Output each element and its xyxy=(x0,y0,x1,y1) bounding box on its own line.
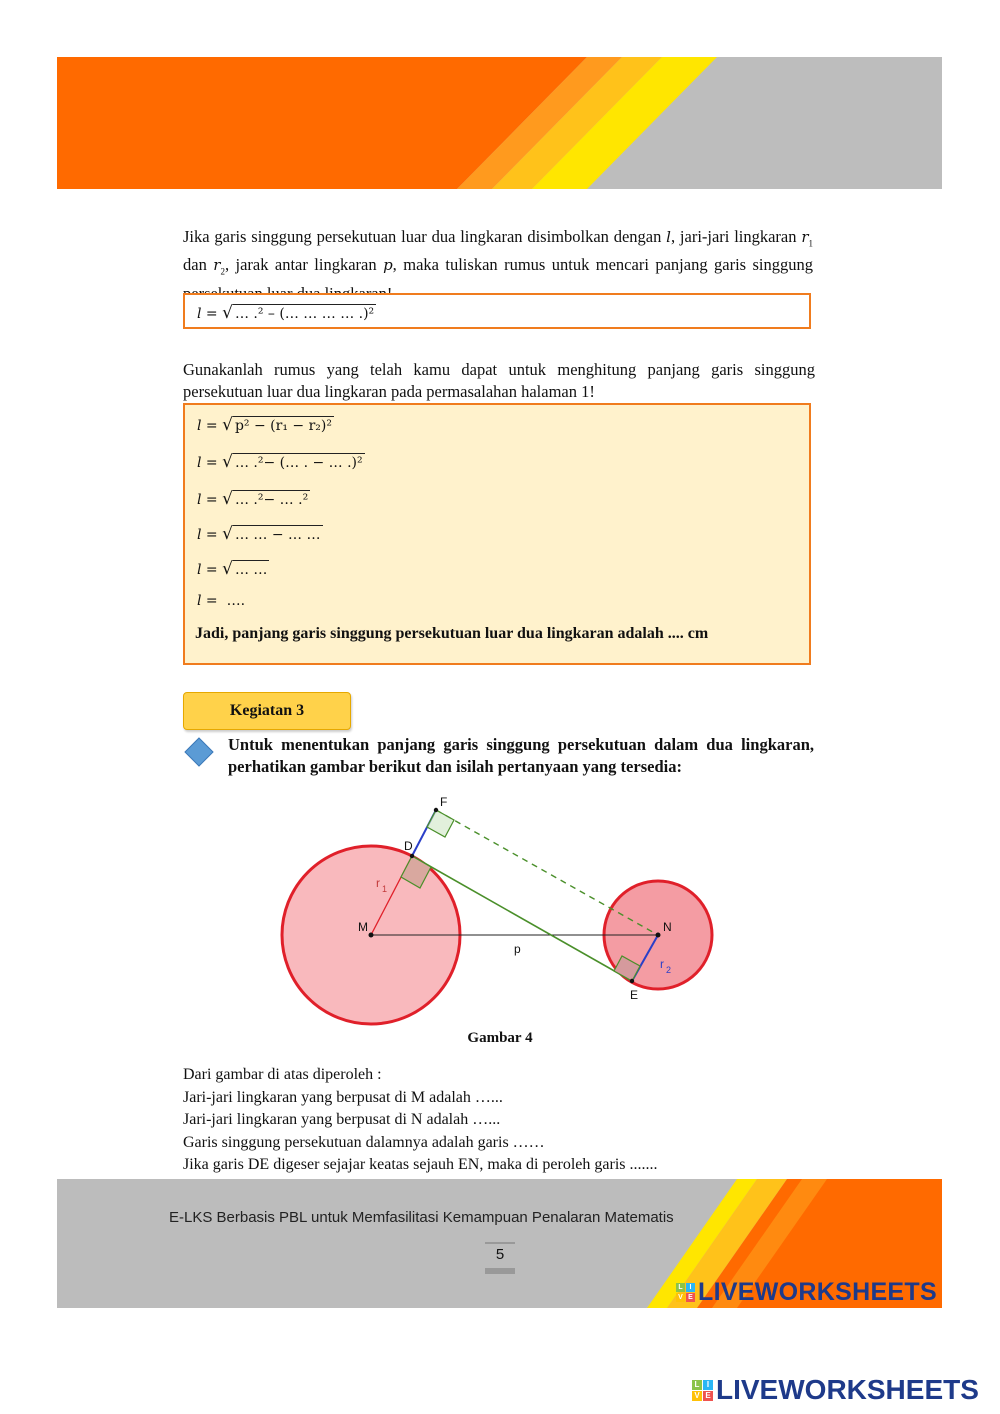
label-d: D xyxy=(404,839,413,853)
section1-paragraph: Jika garis singgung persekutuan luar dua lingkaran disimbolkan dengan l, jari-jari lingkaran $r_1$ dan $r_2$, jarak antar lingkaran p, maka tuliskan rumus untuk mencari panjang garis singgung xyxy=(183,227,814,277)
diamond-bullet-icon xyxy=(184,737,214,767)
brand-badge-icon: L I V E xyxy=(676,1283,695,1302)
calc-step-3[interactable]: l = √ … .²− … .² xyxy=(197,489,309,509)
label-r1-sub: 1 xyxy=(382,884,388,894)
page-number-box xyxy=(485,1242,515,1272)
question-intro: Dari gambar di atas diperoleh : xyxy=(183,1066,382,1083)
question-shift-line[interactable]: Jika garis DE digeser sejajar keatas sejauh EN, maka di peroleh garis ....... xyxy=(183,1156,658,1173)
label-f: F xyxy=(440,795,448,809)
formula-answer-box[interactable] xyxy=(183,293,811,329)
label-e: E xyxy=(630,988,639,1002)
question-radius-m[interactable]: Jari-jari lingkaran yang berpusat di M adalah …... xyxy=(183,1088,503,1106)
calc-step-1: l = √ p² − (r₁ − r₂)² xyxy=(197,415,332,435)
watermark-text: LIVEWORKSHEETS xyxy=(716,1374,979,1405)
label-p: p xyxy=(514,942,521,956)
label-r2-sub: 2 xyxy=(666,965,672,975)
calc-step-5[interactable]: l = √ … … xyxy=(197,559,268,579)
section2-paragraph: Gunakanlah rumus yang telah kamu dapat untuk menghitung panjang garis singgung persekutuan luar dua lingkaran pada permasalahan halaman 1! xyxy=(183,360,815,401)
label-m: M xyxy=(358,920,368,934)
question-tangent-line[interactable]: Garis singgung persekutuan dalamnya adalah garis …… xyxy=(183,1133,545,1151)
formula-line: l = √ … .² – (… … … … .)² xyxy=(197,303,375,323)
kegiatan-label: Kegiatan 3 xyxy=(183,692,351,730)
tangent-circles-figure xyxy=(270,790,730,1035)
figure-caption: Gambar 4 xyxy=(467,1030,533,1046)
page-number: 5 xyxy=(495,1246,505,1263)
watermark-brand xyxy=(692,1374,979,1406)
questions-block xyxy=(183,1064,658,1177)
calc-step-4[interactable]: l = √ … … − … … xyxy=(197,524,321,544)
brand-text: LIVEWORKSHEETS xyxy=(698,1278,937,1306)
footer-title: E-LKS Berbasis PBL untuk Memfasilitasi Kemampuan Penalaran Matematis xyxy=(169,1209,674,1226)
label-r1: r xyxy=(376,876,380,890)
kegiatan-instruction: Untuk menentukan panjang garis singgung persekutuan dalam dua lingkaran, perhatikan gambar berikut dan isilah pertanyaan yang tersedia: xyxy=(228,735,814,776)
calc-conclusion: Jadi, panjang garis singgung persekutuan luar dua lingkaran adalah .... cm xyxy=(195,625,709,642)
footer-brand xyxy=(676,1278,937,1307)
calc-step-2[interactable]: l = √ … .²− (… . − … .)² xyxy=(197,452,363,472)
calc-step-6[interactable]: l = …. xyxy=(197,593,246,609)
watermark-badge-icon: L I V E xyxy=(692,1380,713,1401)
calculation-box[interactable] xyxy=(183,403,811,665)
right-angle-f xyxy=(427,810,454,837)
header-banner xyxy=(57,57,942,189)
label-n: N xyxy=(663,920,672,934)
question-radius-n[interactable]: Jari-jari lingkaran yang berpusat di N adalah …... xyxy=(183,1111,501,1128)
label-r2: r xyxy=(660,957,664,971)
